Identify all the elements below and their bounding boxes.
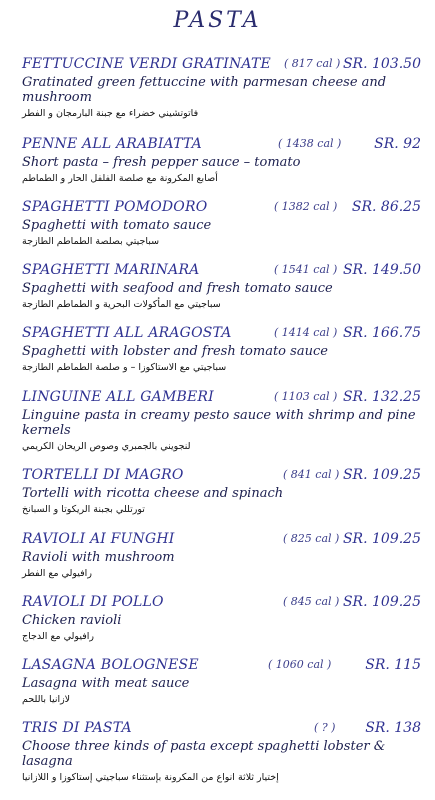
menu-item <box>22 594 423 644</box>
item-price: SR. 138 <box>365 720 421 736</box>
item-description: Tortelli with ricotta cheese and spinach <box>22 486 284 501</box>
item-calories: ( 841 cal ) <box>283 468 340 481</box>
item-calories: ( 845 cal ) <box>283 595 340 608</box>
item-description: Spaghetti with tomato sauce <box>22 218 212 233</box>
item-name: SPAGHETTI MARINARA <box>22 262 200 278</box>
menu-item <box>22 325 423 375</box>
item-price: SR. 109.25 <box>342 531 421 547</box>
item-calories: ( 1103 cal ) <box>274 390 338 403</box>
item-description-arabic: سباجيتي مع المأكولات البحرية و الطماطم الطازجة <box>22 299 221 310</box>
item-description: Ravioli with mushroom <box>22 550 175 565</box>
item-name: SPAGHETTI POMODORO <box>22 199 208 215</box>
item-name: LASAGNA BOLOGNESE <box>22 657 199 673</box>
item-description: Spaghetti with seafood and fresh tomato sauce <box>22 281 333 296</box>
item-price: SR. 115 <box>365 657 421 673</box>
item-name: LINGUINE ALL GAMBERI <box>22 389 214 405</box>
item-description: Chicken ravioli <box>22 613 122 628</box>
item-description-arabic: رافيولي مع الدجاج <box>22 631 94 642</box>
item-description: Spaghetti with lobster and fresh tomato sauce <box>22 344 328 359</box>
item-description: Linguine pasta in creamy pesto sauce with shrimp and pine kernels <box>22 408 416 438</box>
item-description-arabic: لنجويني بالجمبري وصوص الريحان الكريمي <box>22 441 191 452</box>
item-name: SPAGHETTI ALL ARAGOSTA <box>22 325 232 341</box>
item-price: SR. 103.50 <box>342 56 421 72</box>
item-description-arabic: إختيار ثلاثة انواع من المكرونة بإستثناء سباجيتي إستاكوزا و اللازانيا <box>22 772 279 783</box>
item-calories: ( 1414 cal ) <box>274 326 338 339</box>
item-name: TRIS DI PASTA <box>22 720 132 736</box>
item-description: Choose three kinds of pasta except spaghetti lobster & lasagna <box>22 739 386 769</box>
item-calories: ( 825 cal ) <box>283 532 340 545</box>
item-price: SR. 109.25 <box>342 594 421 610</box>
item-description-arabic: تورتللي بجبنة الريكوتا و السبانخ <box>22 504 145 515</box>
item-price: SR. 149.50 <box>342 262 421 278</box>
menu-item <box>22 720 423 785</box>
menu-title: PASTA <box>173 8 262 33</box>
menu-item <box>22 136 423 186</box>
item-description-arabic: لازانيا باللحم <box>22 694 71 705</box>
item-description: Short pasta – fresh pepper sauce – tomato <box>22 155 301 170</box>
item-calories: ( ? ) <box>314 721 336 734</box>
item-calories: ( 1541 cal ) <box>274 263 338 276</box>
item-description-arabic: سباجيتي مع الاستاكوزا – و صلصة الطماطم الطازجة <box>22 362 227 373</box>
item-name: TORTELLI DI MAGRO <box>22 467 184 483</box>
menu-item <box>22 389 423 454</box>
item-name: PENNE ALL ARABIATTA <box>22 136 202 152</box>
item-price: SR. 86.25 <box>351 199 421 215</box>
item-name: FETTUCCINE VERDI GRATINATE <box>22 56 271 72</box>
menu-item <box>22 657 423 707</box>
item-price: SR. 92 <box>374 136 421 152</box>
menu-item <box>22 531 423 581</box>
item-description-arabic: فاتوتشيني خضراء مع جبنة البارمجان و الفطر <box>22 108 199 119</box>
item-price: SR. 132.25 <box>342 389 421 405</box>
item-description-arabic: أصابع المكرونة مع صلصة الفلفل الحار و الطماطم <box>22 173 218 184</box>
menu-item <box>22 467 423 517</box>
item-description-arabic: سباجيتي بصلصة الطماطم الطازجة <box>22 236 160 247</box>
item-calories: ( 1382 cal ) <box>274 200 338 213</box>
menu-item <box>22 262 423 312</box>
item-price: SR. 109.25 <box>342 467 421 483</box>
item-description-arabic: رافيولي مع الفطر <box>22 568 92 579</box>
item-calories: ( 1060 cal ) <box>268 658 332 671</box>
item-name: RAVIOLI DI POLLO <box>22 594 164 610</box>
menu-item <box>22 56 423 121</box>
item-price: SR. 166.75 <box>342 325 421 341</box>
menu-item <box>22 199 423 249</box>
item-name: RAVIOLI AI FUNGHI <box>22 531 175 547</box>
item-calories: ( 1438 cal ) <box>278 137 342 150</box>
item-description: Lasagna with meat sauce <box>22 676 190 691</box>
item-description: Gratinated green fettuccine with parmesan cheese and mushroom <box>22 75 387 105</box>
item-calories: ( 817 cal ) <box>284 57 341 70</box>
